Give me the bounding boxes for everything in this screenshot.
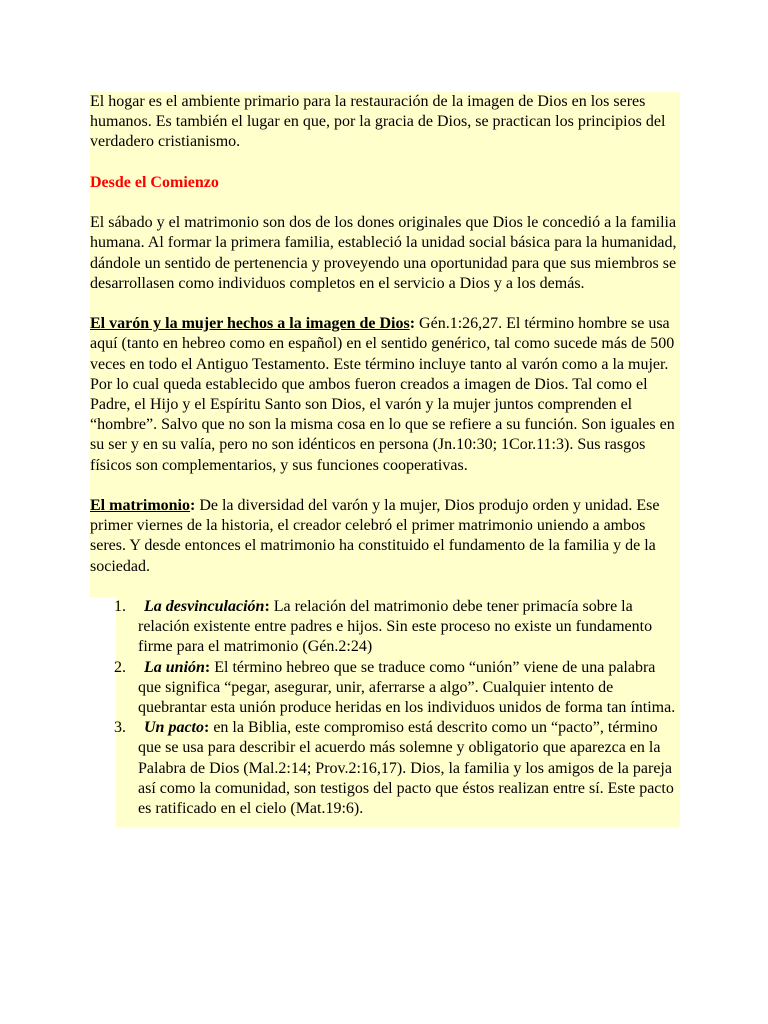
matrimonio-colon: : <box>190 497 196 514</box>
list-number: 2. <box>114 658 126 676</box>
list-item <box>116 658 680 719</box>
spacer <box>90 193 678 213</box>
sabado-paragraph: El sábado y el matrimonio son dos de los dones originales que Dios le concedió a la familia humana. Al formar la primera familia, estableció la unidad social básica para la humanidad, dándole un sentido de pertenencia y proveyendo una oportunidad para que sus miembros se desarrollasen como individuos completos en el servicio a Dios y a los demás. <box>90 214 677 292</box>
list-number: 1. <box>114 598 126 615</box>
list-item-text: El término hebreo que se traduce como “unión” viene de una palabra que significa “pegar, asegurar, unir, aferrarse a algo”. Cualquier intento de quebrantar esta unión produce heridas en los individuos unidos de forma tan íntima. <box>138 658 676 717</box>
list-item-colon: : <box>264 598 270 615</box>
list-item-colon: : <box>204 658 211 676</box>
varon-paragraph <box>90 314 678 476</box>
varon-term: El varón y la mujer hechos a la imagen de Dios <box>90 315 410 333</box>
varon-colon: : <box>409 315 416 333</box>
spacer <box>90 153 678 173</box>
matrimonio-term: El matrimonio <box>90 497 190 514</box>
section-heading: Desde el Comienzo <box>90 173 219 191</box>
matrimonio-text: De la diversidad del varón y la mujer, Dios produjo orden y unidad. Ese primer viernes de la historia, el creador celebró el primer matrimonio uniendo a ambos seres. Y desde entonces el matrimonio ha constituido el fundamento de la familia y de la sociedad. <box>90 497 660 575</box>
highlighted-block <box>90 92 680 597</box>
spacer <box>90 294 678 314</box>
list-item-term: La unión <box>144 658 205 676</box>
matrimonio-paragraph <box>90 496 678 577</box>
document-body <box>90 92 680 827</box>
intro-paragraph: El hogar es el ambiente primario para la restauración de la imagen de Dios en los seres humanos. Es también el lugar en que, por la gracia de Dios, se practican los principios del verdadero cristianismo. <box>90 93 666 151</box>
list-item-text: La relación del matrimonio debe tener primacía sobre la relación existente entre padres e hijos. Sin este proceso no existe un fundamento firme para el matrimonio (Gén.2:24) <box>138 598 653 656</box>
spacer <box>90 476 678 496</box>
list-item-term: La desvinculación <box>144 598 265 615</box>
list-item-text: en la Biblia, este compromiso está descrito como un “pacto”, término que se usa para describir el acuerdo más solemne y obligatorio que aparezca en la Palabra de Dios (Mal.2:14; Prov.2:16,17). Dios, la familia y los amigos de la pareja así como la comunidad, son testigos del pacto que éstos realizan entre sí. Este pacto es ratificado en el cielo (Mat.19:6). <box>138 719 674 818</box>
list-item <box>116 597 680 658</box>
numbered-list <box>116 597 680 819</box>
spacer <box>90 577 678 597</box>
list-item-colon: : <box>204 719 210 737</box>
list-item <box>116 718 680 819</box>
varon-text: Gén.1:26,27. El término hombre se usa aquí (tanto en hebreo como en español) en el sentido genérico, tal como sucede más de 500 veces en todo el Antiguo Testamento. Este término incluye tanto al varón como a la mujer. Por lo cual queda establecido que ambos fueron creados a imagen de Dios. Tal como el Padre, el Hijo y el Espíritu Santo son Dios, el varón y la mujer juntos comprenden el “hombre”. Salvo que no son la misma cosa en lo que se refiere a su función. Son iguales en su ser y en su valía, pero no son idénticos en persona (Jn.10:30; 1Cor.11:3). Sus rasgos físicos son complementarios, y sus funciones cooperativas. <box>90 315 675 474</box>
list-number: 3. <box>114 719 126 737</box>
list-item-term: Un pacto <box>144 719 204 737</box>
list-bottom-pad <box>116 819 680 827</box>
